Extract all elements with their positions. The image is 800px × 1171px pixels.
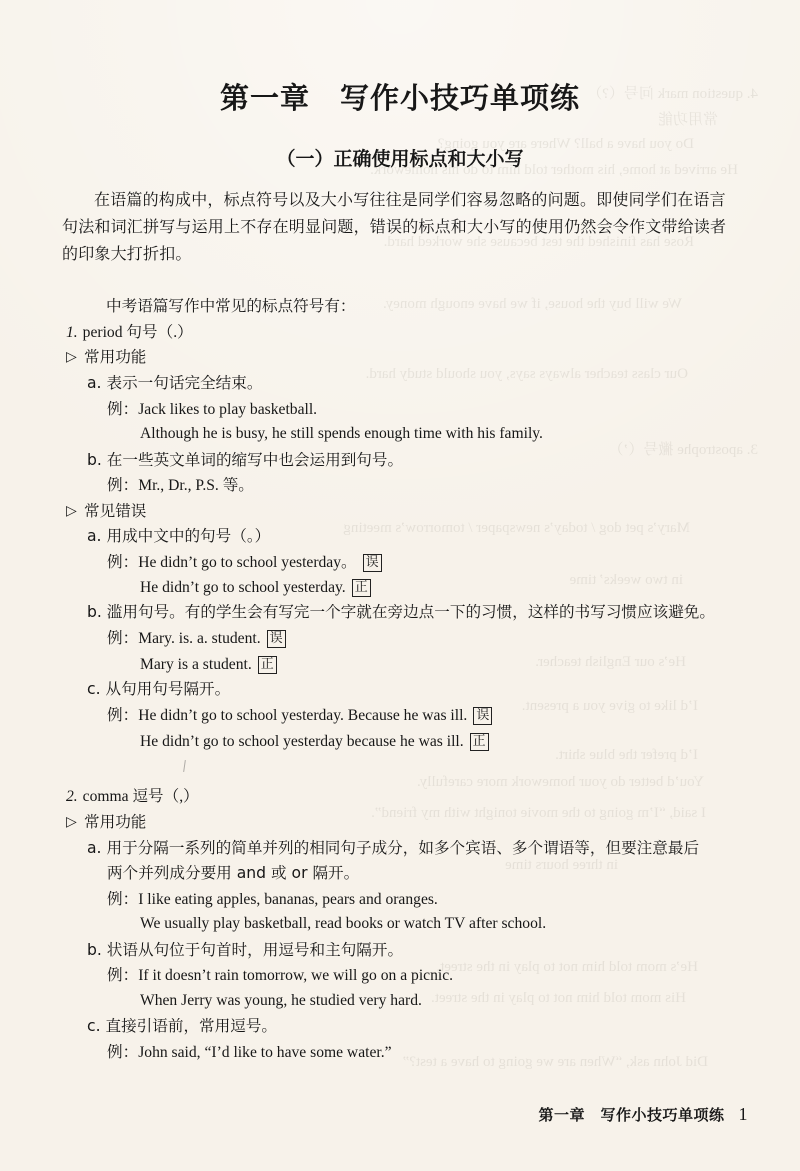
period-function-b-example (107, 473, 254, 498)
triangle-icon: ▷ (66, 503, 77, 519)
period-errors-label: 常见错误 (84, 502, 147, 520)
comma-name: comma 逗号（,） (82, 788, 199, 805)
example-label: 例： (107, 966, 139, 984)
example-text: If it doesn’t rain tomorrow, we will go on a picnic. (138, 967, 454, 984)
example-label: 例： (107, 400, 139, 418)
wrong-example: Mary. is. a. student. (138, 630, 261, 647)
period-function-a-example-1 (107, 397, 317, 422)
period-error-a: a. 用成中文中的句号（。） (87, 527, 271, 545)
page-number: 1 (738, 1104, 748, 1124)
ghost-line: You’d better do your homework more carefully. (416, 774, 704, 790)
ghost-line: I said, “I’m going to the movie tonight with my friend”. (371, 805, 706, 821)
wrong-mark-box: 误 (473, 707, 492, 725)
pencil-mark (183, 760, 186, 772)
comma-heading (66, 784, 199, 809)
right-mark-box: 正 (470, 733, 489, 751)
period-number: 1. (66, 324, 78, 341)
example-text: Mr., Dr., P.S. 等。 (138, 477, 254, 494)
comma-function-b-example-1 (107, 963, 453, 988)
period-function-a-example-2: Although he is busy, he still spends enough time with his family. (140, 425, 543, 442)
footer-chapter-title: 第一章 写作小技巧单项练 (538, 1106, 725, 1124)
example-text: John said, “I’d like to have some water.” (138, 1044, 392, 1061)
page-footer (538, 1104, 748, 1125)
wrong-mark-box: 误 (267, 630, 286, 648)
period-error-a-right (140, 575, 371, 600)
period-functions-label: 常用功能 (84, 348, 147, 366)
ghost-line: His mom told him not to play in the street. (431, 990, 686, 1006)
comma-functions-heading (66, 810, 146, 835)
comma-function-b-example-2: When Jerry was young, he studied very hard. (140, 992, 422, 1009)
period-error-b: b. 滥用句号。有的学生会有写完一个字就在旁边点一下的习惯，这样的书写习惯应该避免。 (87, 603, 715, 621)
ghost-line: I’d like to give you a present. (521, 698, 698, 714)
example-label: 例： (107, 706, 139, 724)
wrong-example: He didn’t go to school yesterday. Because he was ill. (138, 707, 468, 724)
period-error-c-right (140, 729, 489, 754)
lead-text: 中考语篇写作中常见的标点符号有： (106, 297, 356, 315)
comma-function-a-example-1 (107, 887, 438, 912)
ghost-line: 3. apostrophe 撇号（’） (608, 442, 758, 458)
period-name: period 句号（.） (82, 324, 193, 341)
comma-function-c-example (107, 1040, 392, 1065)
wrong-example: He didn’t go to school yesterday。 (138, 554, 357, 571)
period-error-b-wrong (107, 626, 286, 651)
chapter-title: 第一章 写作小技巧单项练 (219, 81, 580, 115)
wrong-mark-box: 误 (363, 554, 382, 572)
right-mark-box: 正 (258, 656, 277, 674)
triangle-icon: ▷ (66, 814, 77, 830)
comma-function-b: b. 状语从句位于句首时，用逗号和主句隔开。 (87, 941, 404, 959)
section-title: （一）正确使用标点和大小写 (276, 148, 524, 170)
ghost-line: 常用功能 (657, 112, 718, 128)
period-error-a-wrong (107, 550, 382, 575)
ghost-line: He arrived at home, his mother told him to do his homework. (370, 162, 738, 178)
comma-function-a-line-1: a. 用于分隔一系列的简单并列的相同句子成分，如多个宾语、多个谓语等，但要注意最后 (87, 839, 700, 857)
right-mark-box: 正 (352, 579, 371, 597)
ghost-line: He’s our English teacher. (535, 654, 686, 670)
example-text: Jack likes to play basketball. (138, 401, 318, 418)
ghost-line: Rose has finished the test because she worked hard. (383, 234, 694, 250)
period-error-c-wrong (107, 703, 492, 728)
ghost-line: in two weeks’ time (569, 572, 683, 588)
period-heading (66, 320, 193, 345)
ghost-line: Our class teacher always says, you should study hard. (365, 366, 688, 382)
ghost-line: in three hours time (505, 857, 618, 873)
period-errors-heading (66, 499, 146, 524)
right-example: He didn’t go to school yesterday. (140, 579, 346, 596)
ghost-line: Did John ask, “When are we going to have a test?” (402, 1054, 708, 1070)
comma-function-a-example-2: We usually play basketball, read books or watch TV after school. (140, 915, 547, 932)
example-label: 例： (107, 629, 139, 647)
comma-function-a-line-2: 两个并列成分要用 and 或 or 隔开。 (107, 864, 360, 882)
ghost-line: 4. question mark 问号（?） (587, 86, 758, 102)
example-label: 例： (107, 553, 139, 571)
right-example: Mary is a student. (140, 656, 252, 673)
ghost-line: We will buy the house, if we have enough money. (383, 296, 682, 312)
period-functions-heading (66, 345, 146, 370)
period-function-a: a. 表示一句话完全结束。 (87, 374, 263, 392)
triangle-icon: ▷ (66, 349, 77, 365)
ghost-line: Mary’s pet dog / today’s newspaper / tomorrow’s meeting (343, 520, 690, 536)
comma-functions-label: 常用功能 (84, 813, 147, 831)
comma-function-c: c. 直接引语前，常用逗号。 (87, 1017, 278, 1035)
intro-paragraph: 在语篇的构成中，标点符号以及大小写往往是同学们容易忽略的问题。即使同学们在语言句法和词汇拼写与运用上不存在明显问题，错误的标点和大小写的使用仍然会令作文带给读者的印象大打折扣。 (62, 190, 727, 263)
ghost-line: Do you have a ball? Where are you going? (437, 136, 694, 152)
ghost-line: I’d prefer the blue shirt. (555, 747, 698, 763)
period-error-c: c. 从句用句号隔开。 (87, 680, 231, 698)
example-label: 例： (107, 476, 139, 494)
comma-number: 2. (66, 788, 78, 805)
period-function-b: b. 在一些英文单词的缩写中也会运用到句号。 (87, 451, 404, 469)
example-label: 例： (107, 890, 139, 908)
example-text: I like eating apples, bananas, pears and oranges. (138, 891, 438, 908)
example-label: 例： (107, 1043, 139, 1061)
ghost-line: He’s mom told him not to play in the street. (436, 959, 698, 975)
period-error-b-right (140, 652, 277, 677)
right-example: He didn’t go to school yesterday because he was ill. (140, 733, 464, 750)
